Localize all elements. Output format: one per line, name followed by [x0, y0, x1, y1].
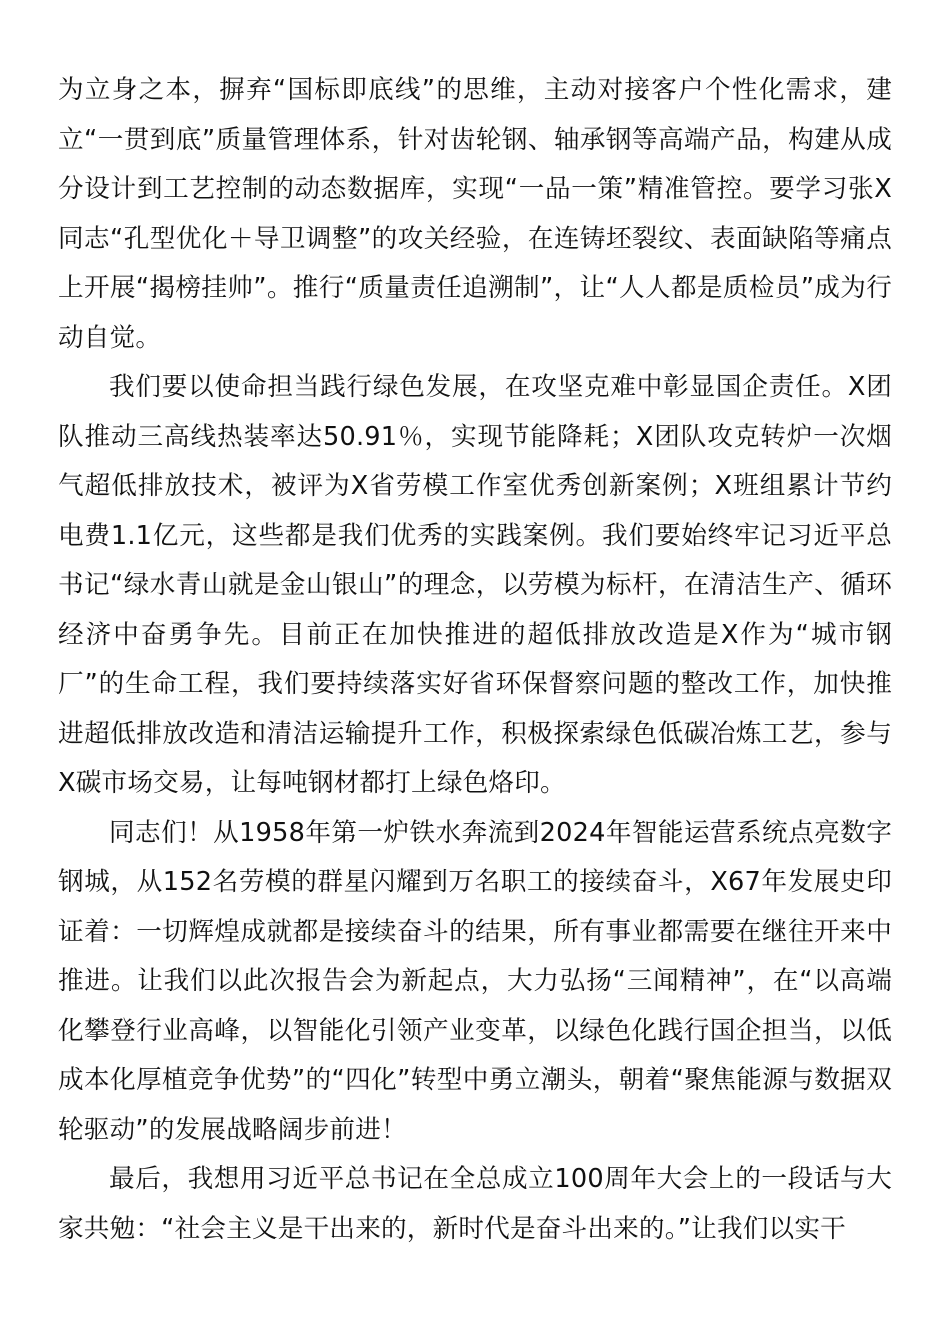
- paragraph-comrades-call: 同志们！从1958年第一炉铁水奔流到2024年智能运营系统点亮数字钢城，从152名劳模的群星闪耀到万名职工的接续奋斗，X67年发展史印证着：一切辉煌成就都是接续奋斗的结果，所有事业都需要在继往开来中推进。让我们以此次报告会为新起点，大力弘扬“三闻精神”，在“以高端化攀登行业高峰，以智能化引领产业变革，以绿色化践行国企担当，以低成本化厚植竞争优势”的“四化”转型中勇立潮头，朝着“聚焦能源与数据双轮驱动”的发展战略阔步前进！: [58, 817, 892, 1145]
- paragraph-green-development: 我们要以使命担当践行绿色发展，在攻坚克难中彰显国企责任。X团队推动三高线热装率达50.91％，实现节能降耗；X团队攻克转炉一次烟气超低排放技术，被评为X省劳模工作室优秀创新案例；X班组累计节约电费1.1亿元，这些都是我们优秀的实践案例。我们要始终牢记习近平总书记“绿水青山就是金山银山”的理念，以劳模为标杆，在清洁生产、循环经济中奋勇争先。目前正在加快推进的超低排放改造是X作为“城市钢厂”的生命工程，我们要持续落实好省环保督察问题的整改工作，加快推进超低排放改造和清洁运输提升工作，积极探索绿色低碳冶炼工艺，参与X碳市场交易，让每吨钢材都打上绿色烙印。: [58, 372, 892, 798]
- paragraph-quality-management: 为立身之本，摒弃“国标即底线”的思维，主动对接客户个性化需求，建立“一贯到底”质量管理体系，针对齿轮钢、轴承钢等高端产品，构建从成分设计到工艺控制的动态数据库，实现“一品一策”精准管控。要学习张X同志“孔型优化＋导卫调整”的攻关经验，在连铸坯裂纹、表面缺陷等痛点上开展“揭榜挂帅”。推行“质量责任追溯制”，让“人人都是质检员”成为行动自觉。: [58, 75, 892, 353]
- paragraph-closing-quote: 最后，我想用习近平总书记在全总成立100周年大会上的一段话与大家共勉：“社会主义是干出来的，新时代是奋斗出来的。”让我们以实干: [58, 1164, 892, 1244]
- document-body: [58, 66, 892, 1254]
